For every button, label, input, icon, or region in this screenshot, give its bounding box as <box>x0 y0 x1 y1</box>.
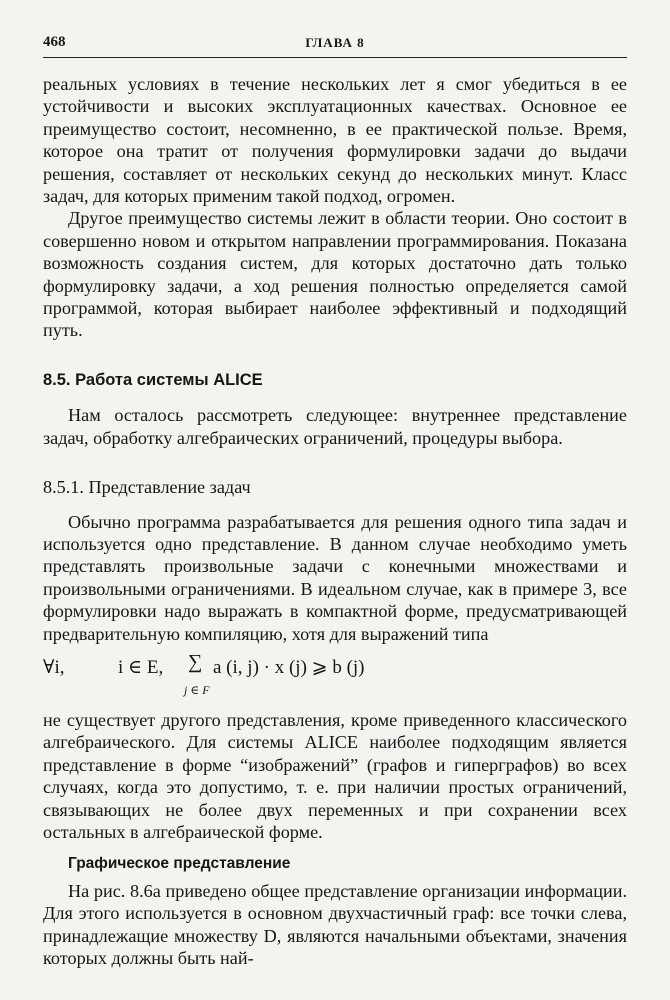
formula-expression: a (i, j) · x (j) ⩾ b (j) <box>213 656 365 678</box>
page-number: 468 <box>43 34 66 50</box>
subheading-graphic-representation: Графическое представление <box>68 855 291 873</box>
paragraph-2: Другое преимущество системы лежит в области теории. Оно состоит в совершенно новом и открытом направлении программирования. Показана возможность создания систем, для которых достаточно дать только формулировку задачи, а ход решения полностью определяется самой программой, которая выбирает наиболее эффективный и подходящий путь. <box>43 208 627 341</box>
formula-domain: i ∈ E, <box>118 656 164 678</box>
section-heading-8-5: 8.5. Работа системы ALICE <box>43 370 263 389</box>
formula <box>43 649 627 707</box>
paragraph-3: Нам осталось рассмотреть следующее: внутреннее представление задач, обработку алгебраических ограничений, процедуры выбора. <box>43 405 627 448</box>
sum-symbol: ∑ <box>188 650 203 673</box>
header-rule <box>43 57 627 58</box>
page-body <box>43 73 627 969</box>
formula-quantifier: ∀i, <box>43 656 65 678</box>
paragraph-1: реальных условиях в течение нескольких лет я смог убедиться в ее устойчивости и высоких эксплуатационных качествах. Основное ее преимущество состоит, несомненно, в ее практической пользе. Время, которое она тратит от получения формулировки задачи до выдачи решения, составляет от нескольких секунд до нескольких минут. Класс задач, для которых применим такой подход, огромен. <box>43 74 627 207</box>
paragraph-6: На рис. 8.6а приведено общее представление организации информации. Для этого используется в основном двухчастичный граф: все точки слева, принадлежащие множеству D, являются начальными объектами, значения которых должны быть най- <box>43 880 627 968</box>
paragraph-5: не существует другого представления, кроме приведенного классического алгебраического. Для системы ALICE наиболее подходящим является представление в форме “изображений” (графов и гиперграфов) во всех случаях, когда это допустимо, т. е. при наличии простых ограничений, связывающих не более двух переменных и при сохранении всех остальных в алгебраической форме. <box>43 709 627 842</box>
running-header <box>43 34 627 54</box>
subsection-heading-8-5-1: 8.5.1. Представление задач <box>43 477 251 498</box>
paragraph-4: Обычно программа разрабатывается для решения одного типа задач и используется одно представление. В данном случае необходимо уметь представлять произвольные задачи с конечными множествами и произвольными ограничениями. В идеальном случае, как в примере 3, все формулировки надо выражать в компактной форме, предусматривающей предварительную компиляцию, хотя для выражений типа <box>43 511 627 644</box>
sum-subscript: j ∈ F <box>184 682 210 697</box>
chapter-title: ГЛАВА 8 <box>305 35 365 50</box>
